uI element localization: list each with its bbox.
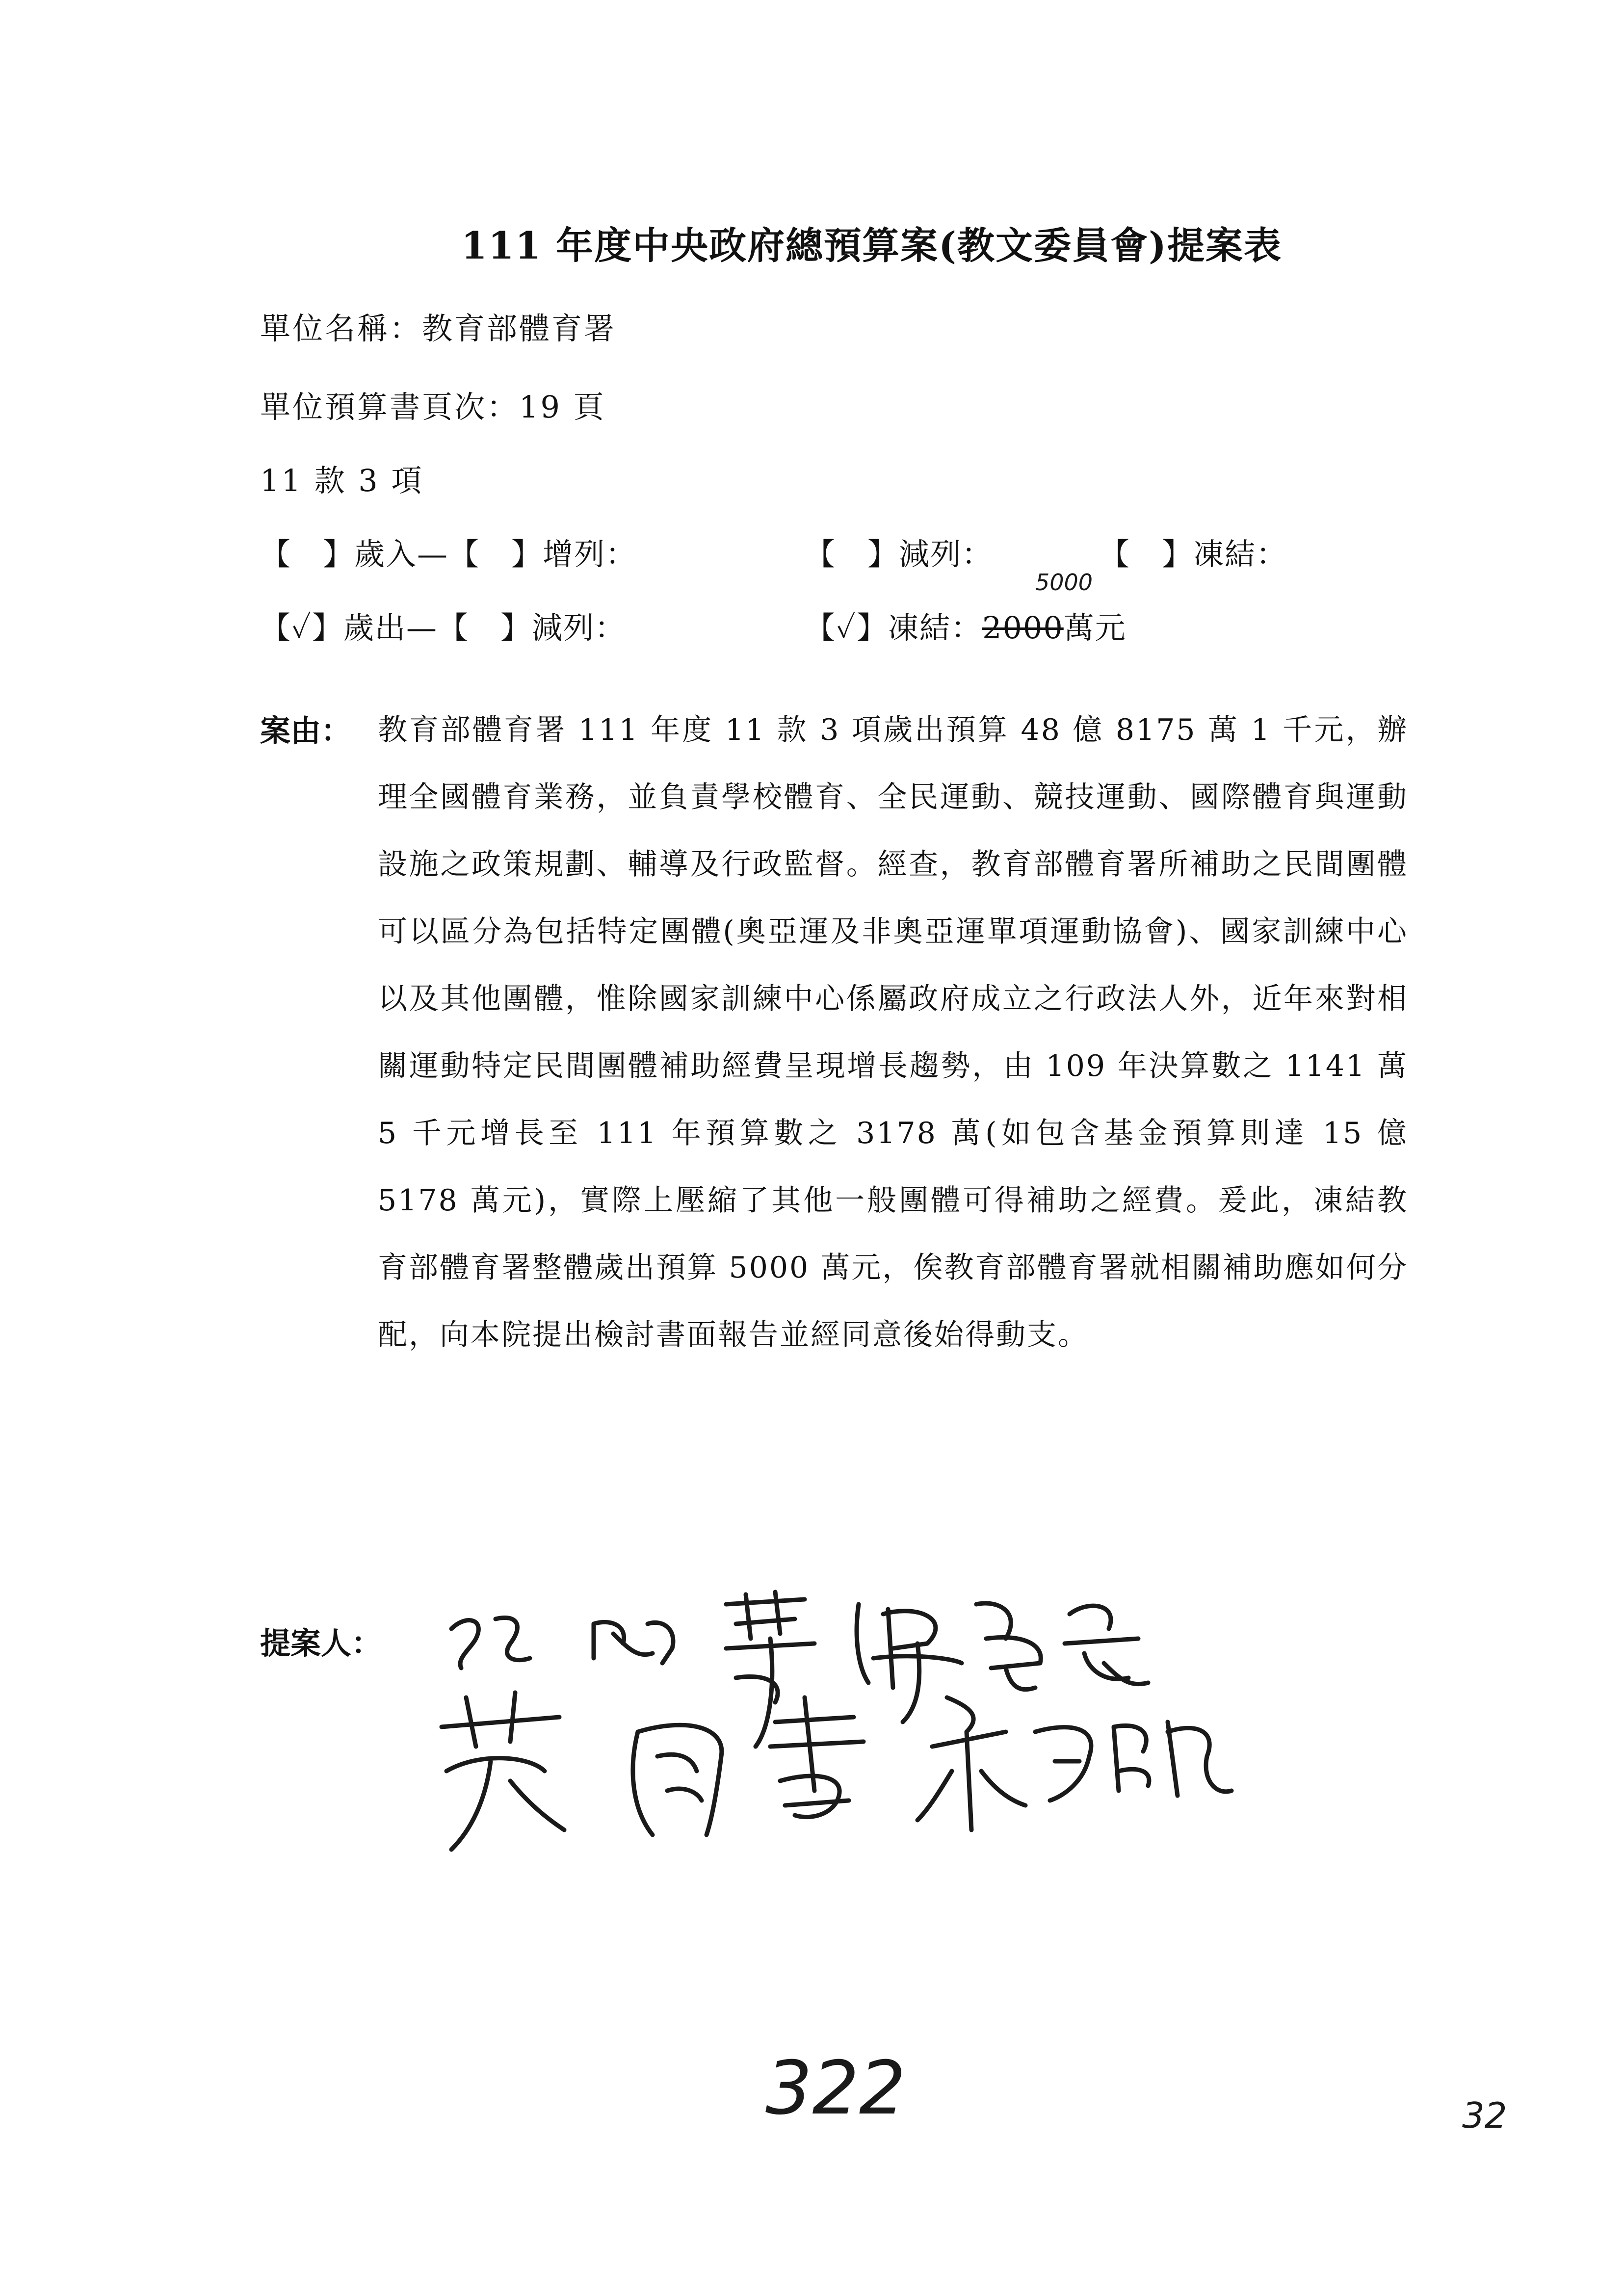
revenue-freeze-option: 【 】凍結：: [1099, 536, 1288, 572]
budget-section: 11 款 3 項: [260, 463, 424, 498]
revenue-increase-option: 【 】歲入—【 】增列：: [260, 536, 637, 572]
handwritten-page-number: 322: [765, 2046, 906, 2131]
corner-page-number: 32: [1462, 2095, 1507, 2136]
freeze-label: 【✓】凍結：: [805, 610, 982, 646]
handwritten-amount: 5000: [1035, 569, 1093, 596]
expenditure-decrease-option: 【✓】歲出—【 】減列：: [260, 610, 626, 646]
struck-amount: 2000: [982, 610, 1064, 646]
expenditure-freeze-option: [805, 603, 1126, 647]
reason-label: 案由：: [260, 713, 352, 749]
unit-name: 單位名稱：教育部體育署: [260, 311, 617, 346]
reason-text: 教育部體育署 111 年度 11 款 3 項歲出預算 48 億 8175 萬 1 千元，辦理全國體育業務，並負責學校體育、全民運動、競技運動、國際體育與運動設施之政策規劃、輔導及行政監督。經查，教育部體育署所補助之民間團體可以區分為包括特定團體(奧亞運及非奧亞運單項運動協會)、國家訓練中心以及其他團體，惟除國家訓練中心係屬政府成立之行政法人外，近年來對相關運動特定民間團體補助經費呈現增長趨勢，由 109 年決算數之 1141 萬 5 千元增長至 111 年預算數之 3178 萬(如包含基金預算則達 15 億 5178 萬元)，實際上壓縮了其他一般團體可得補助之經費。爰此，凍結教育部體育署整體歲出預算 5000 萬元，俟教育部體育署就相關補助應如何分配，向本院提出檢討書面報告並經同意後始得動支。: [378, 713, 1408, 1352]
revenue-decrease-option: 【 】減列：: [805, 536, 994, 572]
proposer-label: 提案人：: [260, 1625, 382, 1661]
freeze-unit: 萬元: [1063, 610, 1126, 646]
budget-page-reference: 單位預算書頁次：19 頁: [260, 389, 606, 425]
document-title: 111 年度中央政府總預算案(教文委員會)提案表: [461, 224, 1283, 267]
handwritten-signatures: [432, 1585, 1241, 1859]
